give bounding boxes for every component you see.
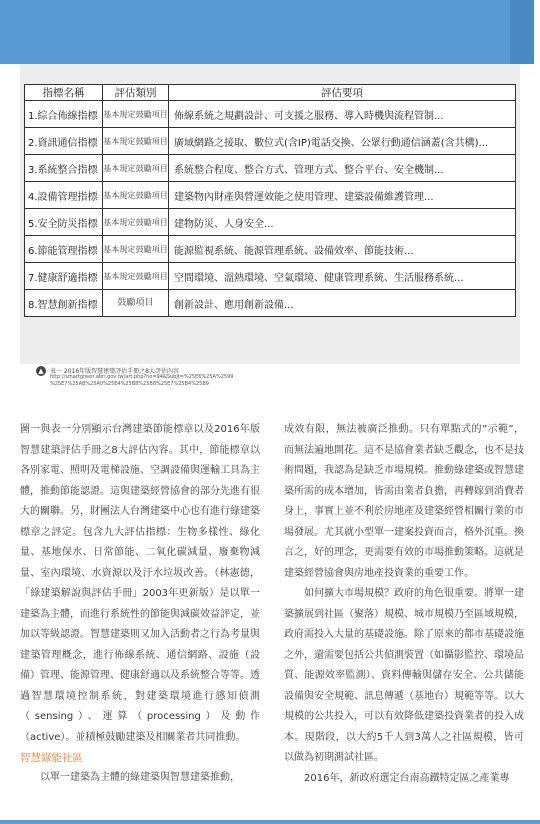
indicator-name: 3.系統整合指標: [25, 155, 103, 182]
category-encouraged: 鼓勵項目: [135, 190, 168, 200]
category-encouraged: 鼓勵項目: [135, 217, 168, 227]
requirements-text: 創新設計、應用創新設備...: [169, 290, 516, 317]
requirements-text: 能源監視系統、能源管理系統、設備效率、節能技術...: [169, 236, 516, 263]
body-paragraph: 圖一與表一分別顯示台灣建築節能標章以及2016年版智慧建築評估手冊之8大評估內容。其中，節能標章以各別家電、照明及電梯設施、空調設備與運輸工具為主體，推動節能認證。這與建築經營協會的部分先進有很大的關聯。另，財團法人台灣建築中心也有進行綠建築標章之評定。包含九大評估指標：生物多樣性、綠化量、基地保水、日常節能、二氧化碳減量、廢棄物減量、室內環境、水資源以及汙水垃圾改善。（林憲德，「綠建築解說與評估手冊」2003年更新版）是以單一建築為主體，而進行系統性的節能與減碳效益評定，並加以等級認證。智慧建築則又加入活動者之行為考量與建築管理概念，進行佈線系統、通信網路、設施（設備）管理、能源管理、健康舒適以及系統整合等等。透過智慧環境控制系統，對建築環境進行感知偵測（sensing）、運算（processing）及動作（active）。並積極鼓勵建築及相關業者共同推動。: [20, 424, 260, 743]
left-column: [20, 420, 260, 789]
table-row: [25, 101, 516, 128]
body-paragraph: 以單一建築為主體的綠建築與智慧建築推動，: [40, 772, 240, 783]
indicator-name: 5.安全防災指標: [25, 209, 103, 236]
right-column: [284, 420, 524, 789]
body-paragraph: 如何擴大市場規模？政府的角色很重要。將單一建築擴展到社區（聚落）規模、城市規模乃至區域規模，政府需投入大量的基礎設施。除了原來的都市基礎設施之外，還需要包括公共偵測裝置（如攝影監控、環境品質、能源效率監測）、資料傳輸與儲存安全、公共儲能設備與安全規範、訊息傳遞（基地台）規範等等。以大規模的公共投入，可以有效降低建築投資業者的投入成本。現階段，以大約5千人到3萬人之社區規模，皆可以做為初期測試社區。: [284, 588, 524, 763]
table-row: [25, 182, 516, 209]
body-paragraph: 2016年，新政府選定台南高鐵特定區之產業專: [304, 772, 510, 784]
category-basic: 基本規定: [103, 136, 136, 146]
category-basic: 基本規定: [103, 217, 136, 227]
category-encouraged: 鼓勵項目: [135, 109, 168, 119]
table-row: [25, 236, 516, 263]
section-heading: 智慧綠能社區: [20, 752, 83, 764]
table-row: [25, 263, 516, 290]
indicator-name: 6.節能管理指標: [25, 236, 103, 263]
requirements-text: 建築物內財產與營運效能之使用管理、建築設備維護管理...: [169, 182, 516, 209]
table-row: [25, 290, 516, 317]
category-basic: 基本規定: [103, 271, 136, 281]
requirements-text: 系統整合程度、整合方式、管理方式、整合平台、安全機制...: [169, 155, 516, 182]
caption-source-url: http://smartgreen.abri.gov.tw/art.php?no=94&SubJt=%25E6%25A%2599 %25E7%25AB%25A0%25E4%25B8%25B8%25E7%25B4%25B9: [50, 374, 234, 387]
indicator-name: 1.綜合佈線指標: [25, 101, 103, 128]
category-encouraged: 鼓勵項目: [117, 297, 154, 308]
table-header-row: [25, 85, 516, 101]
evaluation-criteria-table: [24, 84, 516, 317]
body-paragraph: 成效有限，無法被廣泛推動。只有單點式的”示範”，而無法遍地開花。這不是協會業者缺乏觀念，也不是技術問題，我認為是缺乏市場規模。推動綠建築或智慧建築所需的成本增加，皆需由業者負擔，再轉嫁到消費者身上，事實上並不利於房地產及建築經營相關行業的市場發展。尤其就小型單一建案投資而言，格外沉重。換言之，好的理念，更需要有效的市場推動策略。這就是建築經營協會與房地產投資業的重要工作。: [284, 424, 524, 579]
arrow-up-circle-icon: ▲: [36, 366, 46, 376]
page-corner: [510, 0, 540, 64]
category-encouraged: 鼓勵項目: [135, 136, 168, 146]
table-row: [25, 209, 516, 236]
category-basic: 基本規定: [103, 190, 136, 200]
category-encouraged: 鼓勵項目: [135, 244, 168, 254]
category-basic: 基本規定: [103, 163, 136, 173]
requirements-text: 空間環境、溫熱環境、空氣環境、健康管理系統、生活服務系統...: [169, 263, 516, 290]
table-panel: [20, 64, 520, 364]
indicator-name: 4.設備管理指標: [25, 182, 103, 209]
column-header-requirements: 評估要項: [169, 85, 516, 101]
column-header-category: 評估類別: [103, 85, 169, 101]
category-basic: 基本規定: [103, 109, 136, 119]
category-encouraged: 鼓勵項目: [135, 163, 168, 173]
category-encouraged: 鼓勵項目: [135, 271, 168, 281]
indicator-name: 8.智慧創新指標: [25, 290, 103, 317]
caption-title: 表一 2016年版智慧建築評估手冊之8大評估內容: [50, 368, 179, 375]
table-row: [25, 128, 516, 155]
footer-band: [0, 820, 540, 824]
table-row: [25, 155, 516, 182]
indicator-name: 7.健康舒適指標: [25, 263, 103, 290]
requirements-text: 廣域網路之接取、數位式(含IP)電話交換、公眾行動通信涵蓋(含共構)...: [169, 128, 516, 155]
indicator-name: 2.資訊通信指標: [25, 128, 103, 155]
requirements-text: 建物防災、人身安全...: [169, 209, 516, 236]
header-band: [0, 0, 540, 64]
column-header-indicator: 指標名稱: [25, 85, 103, 101]
category-basic: 基本規定: [103, 244, 136, 254]
requirements-text: 佈線系統之規劃設計、可支援之服務、導入時機與流程管制...: [169, 101, 516, 128]
